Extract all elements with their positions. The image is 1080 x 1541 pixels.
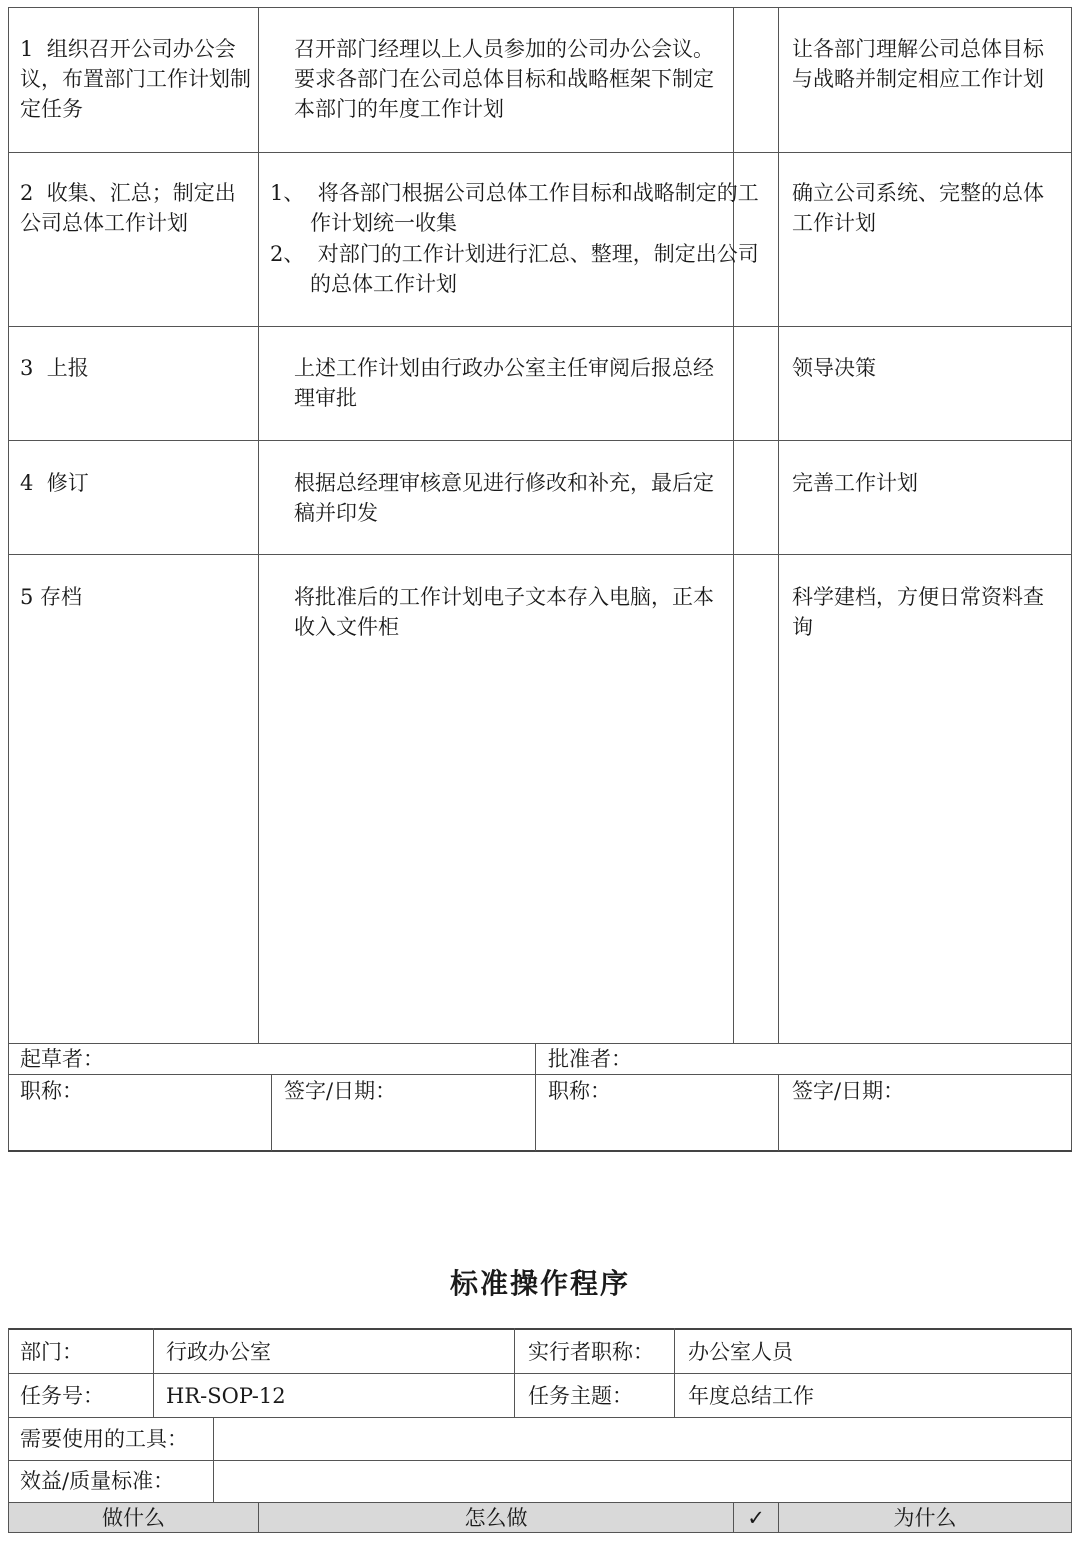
table-border bbox=[8, 440, 1072, 441]
step-how-item: 1、 将各部门根据公司总体工作目标和战略制定的工作计划统一收集 bbox=[270, 181, 759, 235]
step-why: 让各部门理解公司总体目标与战略并制定相应工作计划 bbox=[792, 37, 1044, 91]
column-header-why: 为什么 bbox=[893, 1506, 957, 1530]
table-border bbox=[8, 1043, 1072, 1044]
step-why: 完善工作计划 bbox=[792, 471, 918, 495]
table-border bbox=[258, 7, 259, 1043]
approver-label: 批准者： bbox=[548, 1047, 632, 1071]
drafter-label: 起草者： bbox=[20, 1047, 104, 1071]
performer-label: 实行者职称： bbox=[528, 1340, 654, 1364]
table-border bbox=[8, 1373, 1072, 1374]
performer-value: 办公室人员 bbox=[688, 1340, 793, 1364]
step-how: 根据总经理审核意见进行修改和补充，最后定稿并印发 bbox=[294, 471, 714, 525]
step-how: 将批准后的工作计划电子文本存入电脑，正本收入文件柜 bbox=[294, 585, 714, 639]
dept-label: 部门： bbox=[20, 1340, 83, 1364]
column-header-how: 怎么做 bbox=[464, 1506, 528, 1530]
table-border bbox=[8, 326, 1072, 327]
column-header-what: 做什么 bbox=[102, 1506, 165, 1530]
approver-title-label: 职称： bbox=[548, 1079, 611, 1103]
step-what: 3 上报 bbox=[20, 356, 89, 380]
drafter-sign-date-label: 签字/日期： bbox=[284, 1079, 397, 1103]
table-border bbox=[8, 1460, 1072, 1461]
step-how: 召开部门经理以上人员参加的公司办公会议。要求各部门在公司总体目标和战略框架下制定本部门的年度工作计划 bbox=[294, 37, 714, 121]
table-border bbox=[8, 1417, 1072, 1418]
table-border bbox=[778, 7, 779, 1043]
tools-label: 需要使用的工具： bbox=[20, 1427, 188, 1451]
table-border bbox=[8, 1328, 1072, 1330]
table-border bbox=[1071, 7, 1072, 1151]
table-border bbox=[674, 1328, 675, 1417]
table-border bbox=[213, 1417, 214, 1502]
table-border bbox=[778, 1074, 779, 1151]
table-border bbox=[8, 7, 1072, 8]
dept-value: 行政办公室 bbox=[166, 1340, 271, 1364]
table-border bbox=[153, 1328, 154, 1417]
check-icon: ✓ bbox=[747, 1506, 765, 1530]
step-what: 1 组织召开公司办公会议，布置部门工作计划制定任务 bbox=[20, 37, 251, 121]
step-what: 5 存档 bbox=[20, 585, 83, 609]
step-why: 科学建档，方便日常资料查询 bbox=[792, 585, 1044, 639]
step-why: 领导决策 bbox=[792, 356, 876, 380]
task-topic-value: 年度总结工作 bbox=[688, 1384, 814, 1408]
page-title: 标准操作程序 bbox=[449, 1267, 630, 1300]
table-border bbox=[8, 152, 1072, 153]
task-no-value: HR-SOP-12 bbox=[166, 1384, 286, 1408]
table-border bbox=[8, 1074, 1072, 1075]
step-why: 确立公司系统、完整的总体工作计划 bbox=[792, 181, 1044, 235]
table-border bbox=[8, 7, 9, 1151]
table-border bbox=[271, 1074, 272, 1151]
approver-sign-date-label: 签字/日期： bbox=[792, 1079, 905, 1103]
table-border bbox=[514, 1328, 515, 1417]
step-what: 4 修订 bbox=[20, 471, 89, 495]
table-border bbox=[8, 1150, 1072, 1152]
step-what: 2 收集、汇总；制定出公司总体工作计划 bbox=[20, 181, 236, 235]
drafter-title-label: 职称： bbox=[20, 1079, 83, 1103]
step-how: 上述工作计划由行政办公室主任审阅后报总经理审批 bbox=[294, 356, 714, 410]
table-border bbox=[535, 1043, 536, 1151]
task-topic-label: 任务主题： bbox=[528, 1384, 633, 1408]
quality-label: 效益/质量标准： bbox=[20, 1469, 175, 1493]
table-border bbox=[8, 554, 1072, 555]
table-border bbox=[733, 7, 734, 1043]
task-no-label: 任务号： bbox=[20, 1384, 104, 1408]
step-how-item: 2、 对部门的工作计划进行汇总、整理，制定出公司的总体工作计划 bbox=[270, 242, 759, 296]
